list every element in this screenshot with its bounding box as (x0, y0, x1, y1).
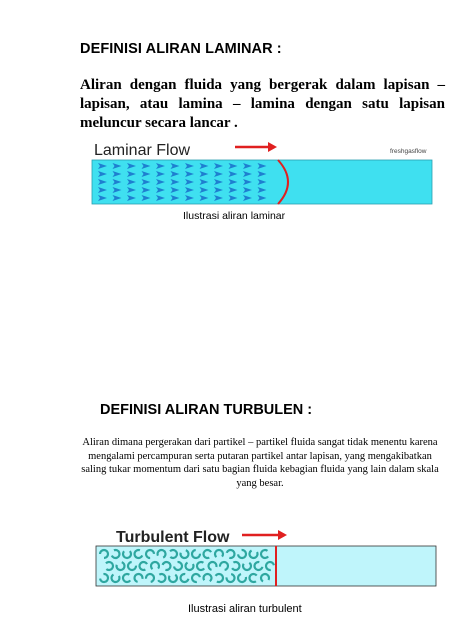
turbulen-paragraph: Aliran dimana pergerakan dari partikel – partikel fluida sangat tidak menentu karena mengalami percampuran serta putaran partikel antar lapisan, yang mengakibatkan saling tukar momentum dari satu bagian fluida kebagian fluida yang lain dalam skala yang besar. (81, 437, 439, 489)
laminar-paragraph: Aliran dengan fluida yang bergerak dalam lapisan – lapisan, atau lamina – lamina dengan satu lapisan meluncur secara lancar . (80, 77, 445, 131)
turbulent-flow-illustration (92, 524, 438, 588)
laminar-figure (88, 138, 434, 208)
laminar-caption: Ilustrasi aliran laminar (183, 210, 286, 222)
laminar-figure-brand: freshgasflow (390, 148, 427, 155)
laminar-figure-title: Laminar Flow (94, 142, 191, 159)
laminar-heading: DEFINISI ALIRAN LAMINAR : (80, 41, 282, 57)
laminar-flow-illustration (88, 138, 434, 208)
turbulent-direction-arrow (242, 530, 287, 540)
turbulen-caption: Ilustrasi aliran turbulent (188, 603, 302, 615)
turbulent-figure-title: Turbulent Flow (116, 529, 230, 546)
turbulent-figure (92, 524, 438, 588)
turbulen-heading: DEFINISI ALIRAN TURBULEN : (100, 402, 313, 418)
laminar-direction-arrow (235, 142, 277, 152)
